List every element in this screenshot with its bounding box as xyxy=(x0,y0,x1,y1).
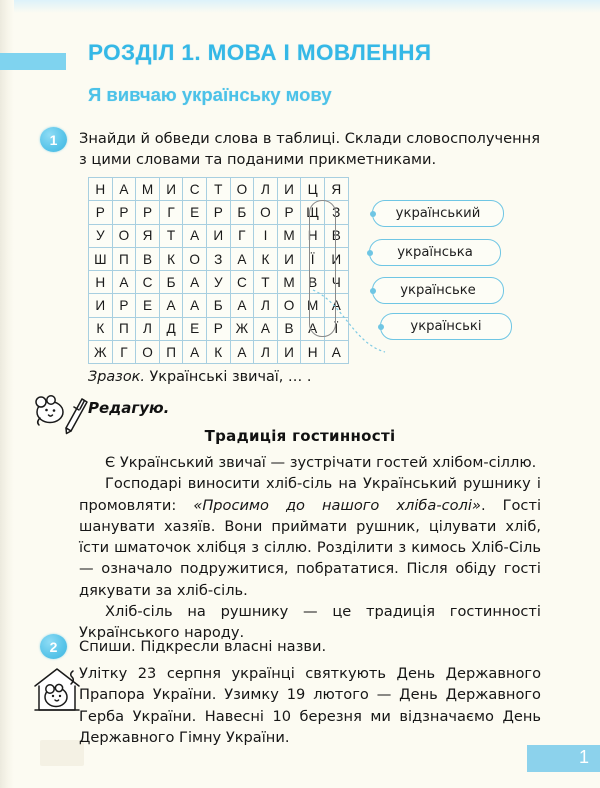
word-search-cell-0-9[interactable]: Ц xyxy=(301,178,325,201)
word-search-cell-3-2[interactable]: В xyxy=(136,247,160,270)
word-search-cell-2-2[interactable]: Я xyxy=(136,224,160,247)
word-search-cell-2-5[interactable]: И xyxy=(206,224,230,247)
word-search-cell-5-6[interactable]: А xyxy=(230,294,254,317)
editing-label: Редагую. xyxy=(88,399,170,417)
word-search-cell-3-9[interactable]: Ї xyxy=(301,247,325,270)
story-title: Традиція гостинності xyxy=(204,427,396,445)
word-search-cell-6-0[interactable]: К xyxy=(89,317,113,340)
word-search-row xyxy=(89,271,349,294)
exercise-number-2: 2 xyxy=(40,634,67,659)
word-search-cell-7-8[interactable]: И xyxy=(277,341,301,364)
word-search-cell-5-10[interactable]: А xyxy=(324,294,348,317)
word-search-cell-0-0[interactable]: Н xyxy=(89,178,113,201)
word-search-cell-3-4[interactable]: О xyxy=(183,247,207,270)
word-search-cell-6-4[interactable]: Е xyxy=(183,317,207,340)
word-search-cell-4-1[interactable]: А xyxy=(112,271,136,294)
word-search-cell-6-8[interactable]: В xyxy=(277,317,301,340)
sample-label: Зразок. xyxy=(88,369,145,385)
word-search-cell-1-3[interactable]: Г xyxy=(159,201,183,224)
word-search-row xyxy=(89,178,349,201)
word-search-cell-7-3[interactable]: П xyxy=(159,341,183,364)
story-italic-quote: «Просимо до нашого хліба-солі» xyxy=(193,496,481,514)
word-search-cell-7-9[interactable]: Н xyxy=(301,341,325,364)
page-number-band xyxy=(527,745,600,772)
adjective-pill-label-1: українська xyxy=(397,245,473,260)
pill-connector-dot-3 xyxy=(378,324,384,330)
word-search-cell-3-8[interactable]: И xyxy=(277,247,301,270)
word-search-cell-7-7[interactable]: Л xyxy=(254,341,278,364)
word-search-cell-1-8[interactable]: Р xyxy=(277,201,301,224)
word-search-cell-4-5[interactable]: У xyxy=(206,271,230,294)
word-search-cell-2-8[interactable]: М xyxy=(277,224,301,247)
story-paragraph-0: Є Український звичаї — зустрічати гостей хлібом-сіллю. xyxy=(105,454,537,471)
word-search-cell-5-4[interactable]: А xyxy=(183,294,207,317)
word-search-cell-7-4[interactable]: А xyxy=(183,341,207,364)
adjective-pill-1[interactable] xyxy=(369,239,501,266)
exercise-2-paragraph: Улітку 23 серпня українці святкують День Державного Прапора України. Узимку 19 лютого — День Державного Герба України. Навесні 10 березня ми відзначаємо День Державного Гімну України. xyxy=(79,665,541,746)
word-search-cell-7-10[interactable]: А xyxy=(324,341,348,364)
word-search-cell-7-5[interactable]: К xyxy=(206,341,230,364)
word-search-row xyxy=(89,341,349,364)
word-search-cell-7-0[interactable]: Ж xyxy=(89,341,113,364)
word-search-cell-5-8[interactable]: О xyxy=(277,294,301,317)
word-search-cell-6-10[interactable]: Ї xyxy=(324,317,348,340)
word-search-cell-7-1[interactable]: Г xyxy=(112,341,136,364)
word-search-cell-2-6[interactable]: Г xyxy=(230,224,254,247)
word-search-cell-4-4[interactable]: А xyxy=(183,271,207,294)
word-search-cell-4-0[interactable]: Н xyxy=(89,271,113,294)
word-search-cell-7-2[interactable]: О xyxy=(136,341,160,364)
word-search-cell-2-1[interactable]: О xyxy=(112,224,136,247)
adjective-pill-label-2: українське xyxy=(400,283,476,298)
story-paragraph-2: Хліб-сіль на рушнику — це традиція гостинності Українського народу. xyxy=(79,603,541,642)
word-search-table[interactable] xyxy=(88,177,349,364)
word-search-cell-0-10[interactable]: Я xyxy=(324,178,348,201)
word-search-cell-6-5[interactable]: Р xyxy=(206,317,230,340)
word-search-cell-7-6[interactable]: А xyxy=(230,341,254,364)
word-search-row xyxy=(89,294,349,317)
word-search-cell-1-5[interactable]: Р xyxy=(206,201,230,224)
word-search-cell-2-9[interactable]: Н xyxy=(301,224,325,247)
word-search-cell-3-0[interactable]: Ш xyxy=(89,247,113,270)
page-left-edge xyxy=(0,0,14,788)
word-search-cell-5-0[interactable]: И xyxy=(89,294,113,317)
word-search-row xyxy=(89,224,349,247)
word-search-cell-4-7[interactable]: Т xyxy=(254,271,278,294)
word-search-cell-0-8[interactable]: И xyxy=(277,178,301,201)
word-search-cell-3-3[interactable]: К xyxy=(159,247,183,270)
adjective-pill-label-3: українські xyxy=(410,319,482,334)
word-search-cell-3-5[interactable]: З xyxy=(206,247,230,270)
page-bottom-artifact xyxy=(40,740,84,766)
word-search-cell-1-2[interactable]: Р xyxy=(136,201,160,224)
pill-connector-dot-2 xyxy=(370,288,376,294)
word-search-cell-2-4[interactable]: А xyxy=(183,224,207,247)
word-search-cell-1-6[interactable]: Б xyxy=(230,201,254,224)
word-search-cell-5-1[interactable]: Р xyxy=(112,294,136,317)
word-search-cell-1-4[interactable]: Е xyxy=(183,201,207,224)
word-search-cell-3-10[interactable]: И xyxy=(324,247,348,270)
word-search-cell-3-6[interactable]: А xyxy=(230,247,254,270)
word-search-cell-0-7[interactable]: Л xyxy=(254,178,278,201)
exercise-1-instruction: Знайди й обведи слова в таблиці. Склади словосполучення з цими словами та поданими прикметниками. xyxy=(79,130,540,169)
word-search-cell-4-2[interactable]: С xyxy=(136,271,160,294)
pill-connector-dot-0 xyxy=(370,211,376,217)
exercise-number-1: 1 xyxy=(40,127,67,152)
adjective-pill-2[interactable] xyxy=(372,277,504,304)
word-search-cell-4-10[interactable]: Ч xyxy=(324,271,348,294)
page-top-wash xyxy=(0,0,600,13)
word-search-row xyxy=(89,317,349,340)
pill-connector-dot-1 xyxy=(367,250,373,256)
word-search-cell-5-2[interactable]: Е xyxy=(136,294,160,317)
exercise-2-text xyxy=(79,663,541,748)
word-search-cell-2-3[interactable]: Т xyxy=(159,224,183,247)
word-search-row xyxy=(89,247,349,270)
word-search-cell-0-5[interactable]: Т xyxy=(206,178,230,201)
word-search-cell-6-1[interactable]: П xyxy=(112,317,136,340)
word-search-cell-1-0[interactable]: Р xyxy=(89,201,113,224)
word-search-cell-0-4[interactable]: С xyxy=(183,178,207,201)
page-number: 1 xyxy=(578,747,589,767)
word-search-cell-1-9[interactable]: Щ xyxy=(301,201,325,224)
word-search-cell-3-7[interactable]: К xyxy=(254,247,278,270)
word-search-cell-2-0[interactable]: У xyxy=(89,224,113,247)
story-body xyxy=(79,452,541,644)
word-search-cell-0-1[interactable]: А xyxy=(112,178,136,201)
word-search-cell-5-9[interactable]: М xyxy=(301,294,325,317)
word-search-cell-1-10[interactable]: З xyxy=(324,201,348,224)
word-search-cell-5-7[interactable]: Л xyxy=(254,294,278,317)
header-accent-bar xyxy=(0,53,66,70)
word-search-cell-1-1[interactable]: Р xyxy=(112,201,136,224)
word-search-cell-6-6[interactable]: Ж xyxy=(230,317,254,340)
word-search-cell-2-10[interactable]: В xyxy=(324,224,348,247)
word-search-cell-1-7[interactable]: О xyxy=(254,201,278,224)
word-search-cell-5-3[interactable]: А xyxy=(159,294,183,317)
chapter-title: РОЗДІЛ 1. МОВА І МОВЛЕННЯ xyxy=(88,40,432,65)
adjective-pill-3[interactable] xyxy=(380,313,512,340)
word-search-cell-4-6[interactable]: С xyxy=(230,271,254,294)
adjective-pill-0[interactable] xyxy=(372,200,504,227)
word-search-cell-6-3[interactable]: Д xyxy=(159,317,183,340)
story-paragraph-1: Господарі виносити хліб-сіль на Український рушнику і промовляти: «Просимо до нашого хліба-солі». Гості шанувати хазяїв. Вони приймати рушник, цілувати хліб, їсти шматочок хлібця з сіллю. Розділити з кимось Хліб-Сіль — означало подружитися, побрататися. Після обіду гості дякувати за хліб-сіль. xyxy=(79,475,542,599)
word-search-cell-0-3[interactable]: И xyxy=(159,178,183,201)
word-search-cell-2-7[interactable]: І xyxy=(254,224,278,247)
word-search-cell-3-1[interactable]: П xyxy=(112,247,136,270)
word-search-cell-0-2[interactable]: М xyxy=(136,178,160,201)
word-search-cell-0-6[interactable]: О xyxy=(230,178,254,201)
word-search-cell-6-7[interactable]: А xyxy=(254,317,278,340)
word-search-cell-4-8[interactable]: М xyxy=(277,271,301,294)
word-search-row xyxy=(89,201,349,224)
word-search-cell-4-3[interactable]: Б xyxy=(159,271,183,294)
word-search-cell-6-2[interactable]: Л xyxy=(136,317,160,340)
section-title: Я вивчаю українську мову xyxy=(88,84,332,105)
exercise-2-instruction: Спиши. Підкресли власні назви. xyxy=(79,638,327,655)
sample-text: Українські звичаї, … . xyxy=(149,369,312,385)
adjective-pill-label-0: український xyxy=(395,206,481,221)
sample-answer-line xyxy=(88,369,311,385)
word-search-cell-5-5[interactable]: Б xyxy=(206,294,230,317)
word-search-cell-6-9[interactable]: А xyxy=(301,317,325,340)
word-search-grid[interactable] xyxy=(88,177,349,364)
word-search-cell-4-9[interactable]: В xyxy=(301,271,325,294)
